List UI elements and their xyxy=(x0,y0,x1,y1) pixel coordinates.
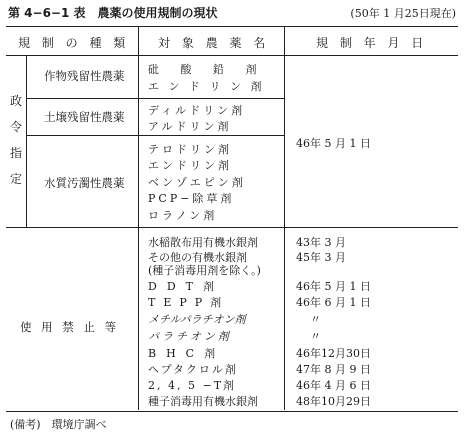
pesticide-item: その他の有機水銀剤 xyxy=(148,251,247,264)
group-name-soil-residue: 土壌残留性農薬 xyxy=(44,110,125,124)
column-divider-2 xyxy=(284,26,285,410)
regulation-date: 48年10月29日 xyxy=(296,395,371,408)
source-note: (備考) 環境庁調べ xyxy=(10,418,107,431)
pesticide-item: ヘプタクロル剤 xyxy=(148,363,238,376)
group-name-water-pollution: 水質汚濁性農薬 xyxy=(44,176,125,190)
column-divider-1 xyxy=(138,26,139,410)
regulation-date: 46年 4 月 6 日 xyxy=(296,379,371,392)
regulation-date: 〃 xyxy=(310,330,321,343)
pesticide-item: PCP−除草剤 xyxy=(148,192,235,205)
group-divider-1 xyxy=(26,98,284,99)
group-divider-2 xyxy=(26,135,284,136)
pesticide-item: メチルパラチオン剤 xyxy=(148,313,246,326)
group-name-crop-residue: 作物残留性農薬 xyxy=(44,69,125,83)
pesticide-item: 砒 酸 鉛 剤 xyxy=(148,63,266,76)
section-divider xyxy=(6,227,458,228)
regulation-date: 〃 xyxy=(310,313,321,326)
section2-label: 使 用 禁 止 等 xyxy=(20,320,120,334)
pesticide-item: テロドリン剤 xyxy=(148,143,232,156)
regulation-date: 46年 6 月 1 日 xyxy=(296,296,371,309)
pesticide-item: ロラノン剤 xyxy=(148,209,218,222)
pesticide-item: ディルドリン剤 xyxy=(148,104,246,117)
table-title: 第 4−6−1 表 農薬の使用規制の現状 xyxy=(8,6,218,20)
header-target: 対 象 農 薬 名 xyxy=(158,36,270,50)
regulation-date: 46年 5 月 1 日 xyxy=(296,280,371,293)
pesticide-item: TEPP剤 xyxy=(148,296,230,309)
pesticide-item: エ ン ド リ ン 剤 xyxy=(148,80,265,93)
pesticide-item: エンドリン剤 xyxy=(148,159,232,172)
pesticide-item: 2, 4, 5 −T剤 xyxy=(148,379,237,392)
pesticide-item: ベンゾエピン剤 xyxy=(148,176,246,189)
pesticide-item: 水稲散布用有機水銀剤 xyxy=(148,236,258,249)
section1-label-divider xyxy=(26,56,27,227)
pesticide-item: アルドリン剤 xyxy=(148,120,232,133)
section1-label: 政令指定 xyxy=(9,94,22,186)
regulation-date: 46年12月30日 xyxy=(296,347,371,360)
header-category: 規 制 の 種 類 xyxy=(18,36,130,50)
section1-date: 46年 5 月 1 日 xyxy=(296,137,371,150)
regulation-date: 47年 8 月 9 日 xyxy=(296,363,371,376)
regulation-date: 43年 3 月 xyxy=(296,236,346,249)
header-date: 規 制 年 月 日 xyxy=(316,36,428,50)
pesticide-item: DDT剤 xyxy=(148,280,224,293)
header-divider xyxy=(6,55,458,56)
pesticide-item: BHC剤 xyxy=(148,347,226,360)
pesticide-item: パラチオン剤 xyxy=(148,330,232,343)
as-of-date: (50年 1 月25日現在) xyxy=(350,7,456,20)
pesticide-item-note: (種子消毒用剤を除く。) xyxy=(148,264,261,277)
regulation-date: 45年 3 月 xyxy=(296,251,346,264)
pesticide-item: 種子消毒用有機水銀剤 xyxy=(148,395,258,408)
